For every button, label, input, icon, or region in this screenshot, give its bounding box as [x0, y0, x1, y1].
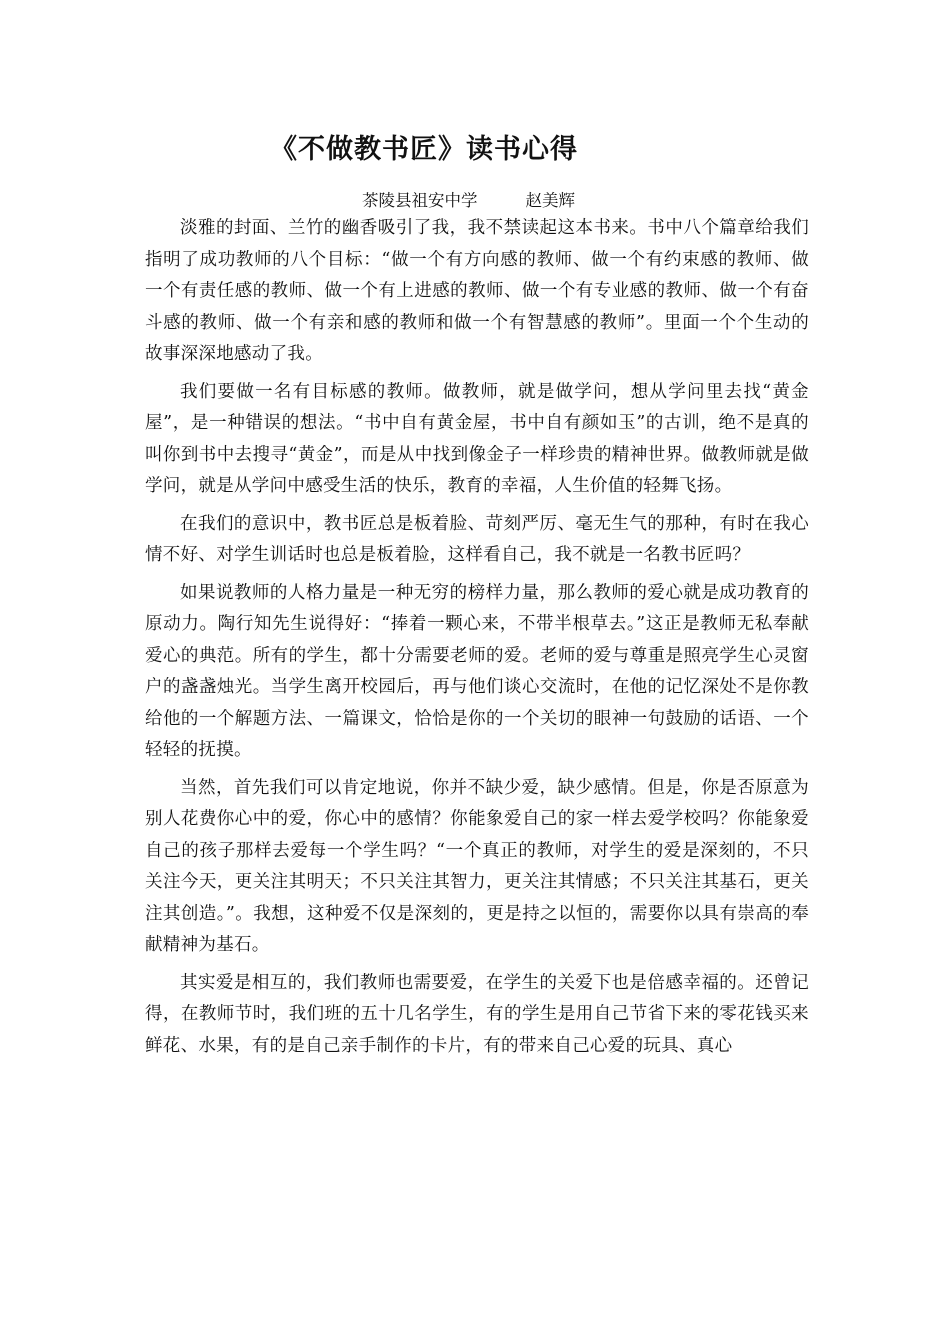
- paragraph: 在我们的意识中，教书匠总是板着脸、苛刻严厉、毫无生气的那种，有时在我心情不好、对学生训话时也总是板着脸，这样看自己，我不就是一名教书匠吗？: [145, 513, 809, 565]
- document-title: 《不做教书匠》读书心得: [270, 134, 578, 165]
- body-text: [145, 213, 809, 1068]
- paragraph: 其实爱是相互的，我们教师也需要爱，在学生的关爱下也是倍感幸福的。还曾记得，在教师节时，我们班的五十几名学生，有的学生是用自己节省下来的零花钱买来鲜花、水果，有的是自己亲手制作的卡片，有的带来自己心爱的玩具、真心: [145, 972, 809, 1056]
- paragraph: 我们要做一名有目标感的教师。做教师，就是做学问，想从学问里去找“黄金屋”，是一种错误的想法。“书中自有黄金屋，书中自有颜如玉”的古训，绝不是真的叫你到书中去搜寻“黄金”，而是从中找到像金子一样珍贵的精神世界。做教师就是做学问，就是从学问中感受生活的快乐，教育的幸福，人生价值的轻舞飞扬。: [145, 381, 809, 496]
- author-name: 赵美辉: [525, 191, 575, 210]
- paragraph: 当然，首先我们可以肯定地说，你并不缺少爱，缺少感情。但是，你是否原意为别人花费你心中的爱，你心中的感情？你能象爱自己的家一样去爱学校吗？你能象爱自己的孩子那样去爱每一个学生吗？“一个真正的教师，对学生的爱是深刻的，不只关注今天，更关注其明天；不只关注其智力，更关注其情感；不只关注其基石，更关注其创造。”。我想，这种爱不仅是深刻的，更是持之以恒的，需要你以具有崇高的奉献精神为基石。: [145, 777, 809, 955]
- paragraph: 如果说教师的人格力量是一种无穷的榜样力量，那么教师的爱心就是成功教育的原动力。陶行知先生说得好：“捧着一颗心来，不带半根草去。”这正是教师无私奉献爱心的典范。所有的学生，都十分需要老师的爱。老师的爱与尊重是照亮学生心灵窗户的盏盏烛光。当学生离开校园后，再与他们谈心交流时，在他的记忆深处不是你教给他的一个解题方法、一篇课文，恰恰是你的一个关切的眼神一句鼓励的话语、一个轻轻的抚摸。: [145, 582, 809, 760]
- paragraph: 淡雅的封面、兰竹的幽香吸引了我，我不禁读起这本书来。书中八个篇章给我们指明了成功教师的八个目标：“做一个有方向感的教师、做一个有约束感的教师、做一个有责任感的教师、做一个有上进感的教师、做一个有专业感的教师、做一个有奋斗感的教师、做一个有亲和感的教师和做一个有智慧感的教师”。里面一个个生动的故事深深地感动了我。: [145, 218, 809, 364]
- school-name: 茶陵县祖安中学: [362, 191, 478, 210]
- byline: [362, 188, 575, 214]
